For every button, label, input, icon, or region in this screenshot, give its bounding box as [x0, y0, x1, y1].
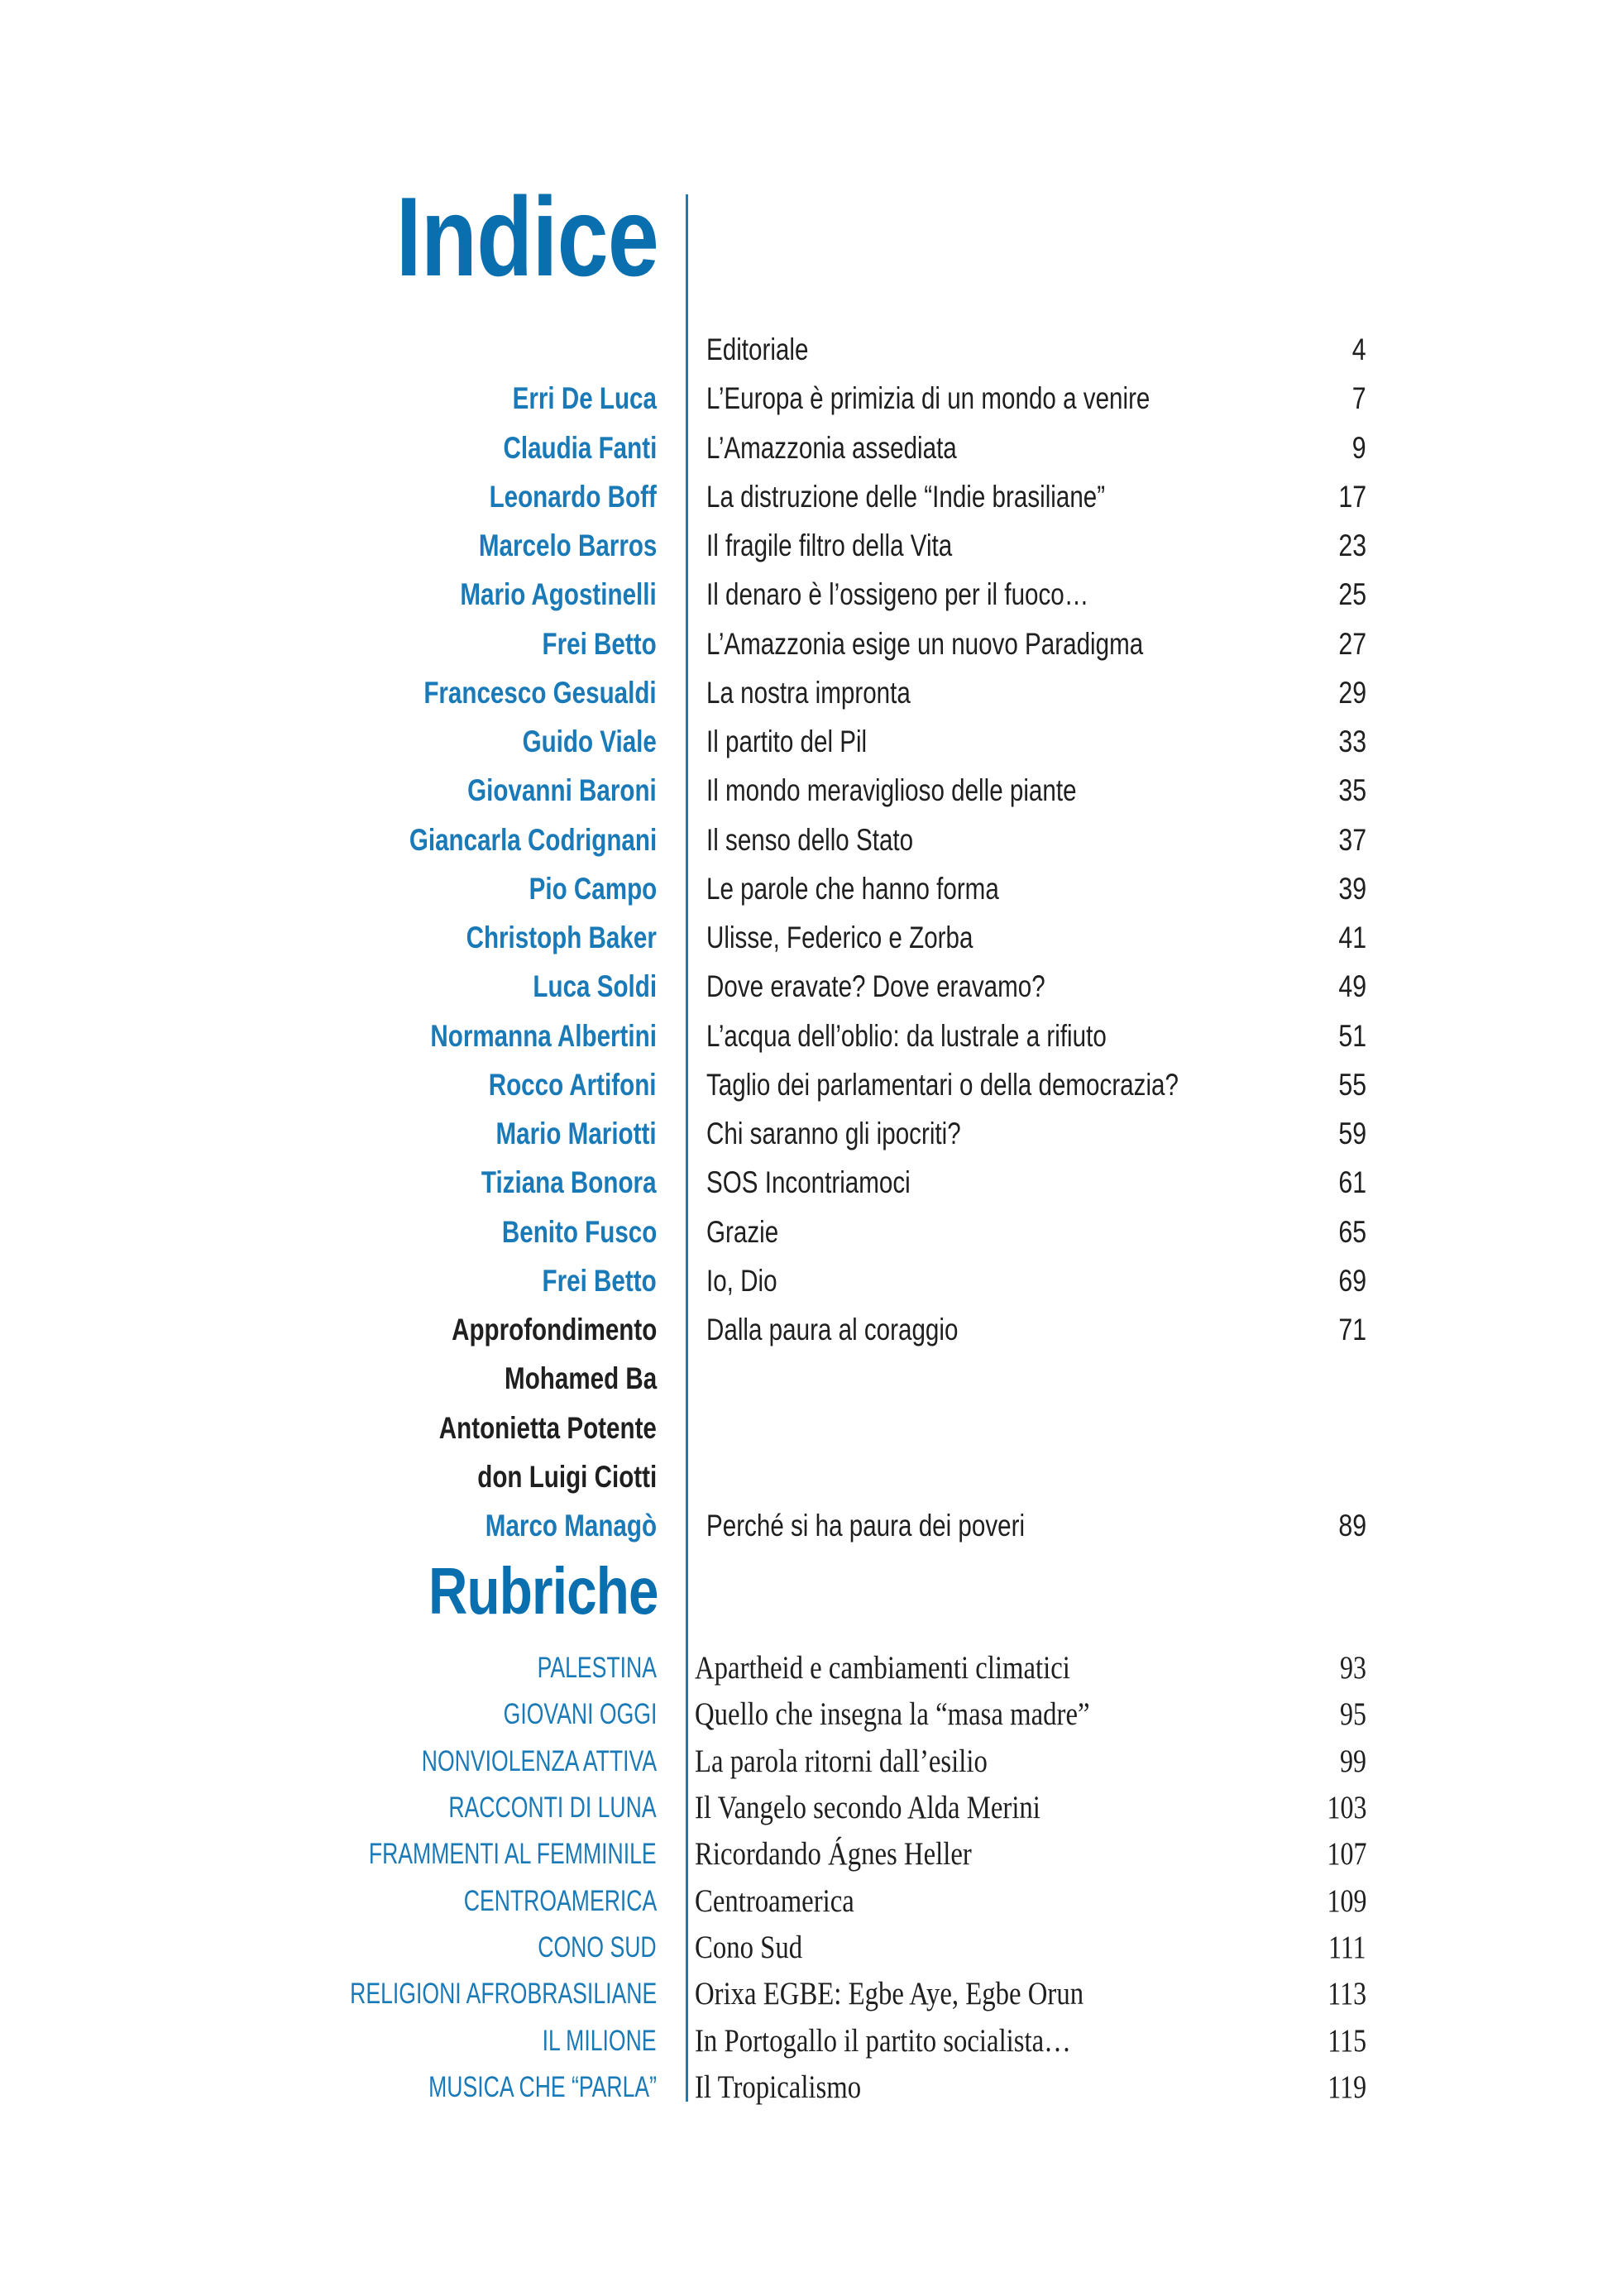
- index-entry[interactable]: [0, 1060, 1612, 1109]
- entry-author: Christoph Baker: [466, 921, 657, 954]
- rubrica-title[interactable]: Quello che insegna la “masa madre”: [695, 1696, 1090, 1733]
- index-entry[interactable]: [0, 816, 1612, 864]
- entry-author: Giovanni Baroni: [467, 773, 657, 808]
- rubrica-section: RELIGIONI AFROBRASILIANE: [349, 1978, 657, 2011]
- entry-author: Erri De Luca: [512, 381, 657, 416]
- index-entry[interactable]: [0, 325, 1612, 374]
- entry-title[interactable]: L’Europa è primizia di un mondo a venire: [706, 381, 1150, 416]
- entry-author: Pio Campo: [529, 871, 657, 906]
- entry-title[interactable]: Dalla paura al coraggio: [706, 1313, 959, 1347]
- index-entry[interactable]: [0, 1109, 1612, 1158]
- rubrica-entry[interactable]: [0, 2064, 1612, 2111]
- index-entry[interactable]: [0, 1158, 1612, 1207]
- entry-author: don Luigi Ciotti: [477, 1459, 657, 1494]
- entry-title[interactable]: Perché si ha paura dei poveri: [706, 1509, 1026, 1543]
- entry-author: Normanna Albertini: [430, 1018, 657, 1053]
- entry-page-number: 33: [1338, 725, 1366, 758]
- rubrica-entry[interactable]: [0, 1785, 1612, 1831]
- rubrica-page-number: 113: [1327, 1976, 1366, 2012]
- entry-page-number: 89: [1338, 1509, 1366, 1543]
- index-entry[interactable]: [0, 521, 1612, 570]
- entry-page-number: 7: [1352, 381, 1366, 416]
- entry-author: Marco Managò: [485, 1509, 657, 1543]
- index-entry[interactable]: [0, 1256, 1612, 1305]
- entry-title[interactable]: Grazie: [706, 1214, 779, 1249]
- rubrica-title[interactable]: In Portogallo il partito socialista…: [695, 2022, 1071, 2059]
- rubrica-page-number: 107: [1327, 1836, 1366, 1873]
- entry-author: Marcelo Barros: [478, 529, 657, 562]
- entry-page-number: 65: [1338, 1214, 1366, 1249]
- rubrica-page-number: 95: [1340, 1696, 1366, 1733]
- rubriche-list: [0, 1645, 1612, 2111]
- rubrica-section: CONO SUD: [538, 1930, 657, 1964]
- rubrica-page-number: 109: [1327, 1882, 1366, 1919]
- entry-title[interactable]: Il senso dello Stato: [706, 822, 914, 857]
- index-entry[interactable]: [0, 619, 1612, 668]
- entry-author: Claudia Fanti: [503, 430, 657, 465]
- entry-page-number: 35: [1338, 773, 1366, 808]
- entry-page-number: 9: [1352, 430, 1366, 465]
- rubrica-entry[interactable]: [0, 1971, 1612, 2017]
- entry-page-number: 41: [1338, 921, 1366, 954]
- rubrica-title[interactable]: La parola ritorni dall’esilio: [695, 1743, 988, 1779]
- index-heading: Indice: [395, 174, 658, 299]
- rubrica-title[interactable]: Centroamerica: [695, 1882, 854, 1919]
- entry-title[interactable]: L’Amazzonia esige un nuovo Paradigma: [706, 626, 1144, 661]
- entry-page-number: 17: [1338, 479, 1366, 514]
- entry-title[interactable]: Io, Dio: [706, 1263, 777, 1298]
- rubrica-title[interactable]: Apartheid e cambiamenti climatici: [695, 1650, 1070, 1686]
- index-entry[interactable]: [0, 1012, 1612, 1060]
- index-entry[interactable]: [0, 1452, 1612, 1501]
- index-entry[interactable]: [0, 717, 1612, 766]
- rubrica-section: CENTROAMERICA: [463, 1884, 657, 1917]
- entry-author: Approfondimento: [451, 1313, 657, 1347]
- rubrica-page-number: 103: [1327, 1789, 1366, 1825]
- entry-page-number: 69: [1338, 1263, 1366, 1298]
- entry-page-number: 49: [1338, 969, 1366, 1004]
- entry-title[interactable]: Dove eravate? Dove eravamo?: [706, 969, 1045, 1004]
- index-entry[interactable]: [0, 962, 1612, 1011]
- rubrica-title[interactable]: Il Vangelo secondo Alda Merini: [695, 1789, 1040, 1825]
- entry-title[interactable]: Chi saranno gli ipocriti?: [706, 1117, 961, 1150]
- rubrica-title[interactable]: Cono Sud: [695, 1929, 803, 1965]
- entry-title[interactable]: Il fragile filtro della Vita: [706, 529, 953, 562]
- index-entry[interactable]: [0, 1404, 1612, 1452]
- entry-author: Mohamed Ba: [504, 1361, 657, 1396]
- entry-title[interactable]: La distruzione delle “Indie brasiliane”: [706, 479, 1106, 514]
- rubrica-entry[interactable]: [0, 1831, 1612, 1877]
- index-entry[interactable]: [0, 913, 1612, 962]
- rubrica-page-number: 115: [1327, 2022, 1366, 2059]
- rubrica-entry[interactable]: [0, 1878, 1612, 1925]
- rubrica-page-number: 119: [1327, 2069, 1366, 2105]
- index-entry[interactable]: [0, 374, 1612, 423]
- entry-author: Antonietta Potente: [438, 1410, 657, 1445]
- entry-title[interactable]: Editoriale: [706, 332, 809, 366]
- entry-page-number: 29: [1338, 675, 1366, 710]
- rubrica-page-number: 99: [1340, 1743, 1366, 1779]
- entry-author: Leonardo Boff: [489, 479, 657, 514]
- entry-title[interactable]: L’Amazzonia assediata: [706, 430, 957, 465]
- entry-title[interactable]: La nostra impronta: [706, 675, 911, 710]
- entry-page-number: 4: [1352, 332, 1366, 366]
- index-entry[interactable]: [0, 668, 1612, 717]
- entry-title[interactable]: SOS Incontriamoci: [706, 1165, 911, 1200]
- rubrica-page-number: 93: [1340, 1650, 1366, 1686]
- index-entry[interactable]: [0, 423, 1612, 472]
- entry-author: Frei Betto: [542, 626, 657, 661]
- entry-author: Benito Fusco: [501, 1214, 657, 1249]
- entry-author: Guido Viale: [522, 725, 657, 758]
- entry-author: Frei Betto: [542, 1263, 657, 1298]
- rubrica-title[interactable]: Il Tropicalismo: [695, 2069, 862, 2105]
- entry-author: Giancarla Codrignani: [409, 822, 657, 857]
- rubrica-section: RACCONTI DI LUNA: [448, 1791, 657, 1824]
- rubriche-heading: Rubriche: [428, 1554, 658, 1628]
- entry-title[interactable]: Le parole che hanno forma: [706, 871, 999, 906]
- rubrica-entry[interactable]: [0, 1739, 1612, 1785]
- rubrica-section: NONVIOLENZA ATTIVA: [421, 1744, 657, 1777]
- entry-page-number: 25: [1338, 577, 1366, 612]
- rubrica-section: GIOVANI OGGI: [503, 1698, 657, 1731]
- entry-title[interactable]: Ulisse, Federico e Zorba: [706, 921, 973, 954]
- rubrica-entry[interactable]: [0, 1645, 1612, 1691]
- entry-page-number: 37: [1338, 822, 1366, 857]
- index-entry[interactable]: [0, 1501, 1612, 1550]
- entry-title[interactable]: Il denaro è l’ossigeno per il fuoco…: [706, 577, 1089, 612]
- rubrica-page-number: 111: [1328, 1929, 1366, 1965]
- index-entry[interactable]: [0, 472, 1612, 521]
- entry-author: Mario Agostinelli: [460, 577, 657, 612]
- entry-title[interactable]: Il partito del Pil: [706, 725, 868, 758]
- index-entry[interactable]: [0, 766, 1612, 815]
- entry-title[interactable]: Taglio dei parlamentari o della democrazia?: [706, 1067, 1179, 1102]
- entry-author: Tiziana Bonora: [481, 1165, 657, 1200]
- index-list: [0, 325, 1612, 1550]
- rubrica-section: PALESTINA: [537, 1652, 657, 1684]
- index-entry[interactable]: [0, 570, 1612, 619]
- index-entry[interactable]: [0, 1305, 1612, 1354]
- entry-page-number: 27: [1338, 626, 1366, 661]
- entry-page-number: 55: [1338, 1067, 1366, 1102]
- rubrica-entry[interactable]: [0, 2018, 1612, 2064]
- entry-author: Rocco Artifoni: [489, 1067, 657, 1102]
- rubrica-title[interactable]: Ricordando Ágnes Heller: [695, 1836, 972, 1873]
- entry-title[interactable]: L’acqua dell’oblio: da lustrale a rifiuto: [706, 1018, 1107, 1053]
- entry-page-number: 71: [1338, 1313, 1366, 1347]
- entry-page-number: 23: [1338, 529, 1366, 562]
- entry-page-number: 51: [1338, 1018, 1366, 1053]
- rubrica-section: FRAMMENTI AL FEMMINILE: [369, 1838, 657, 1871]
- rubrica-section: MUSICA CHE “PARLA”: [428, 2070, 657, 2103]
- rubrica-entry[interactable]: [0, 1925, 1612, 1971]
- rubrica-entry[interactable]: [0, 1691, 1612, 1738]
- rubrica-section: IL MILIONE: [543, 2024, 657, 2057]
- entry-author: Francesco Gesualdi: [423, 675, 657, 710]
- entry-author: Mario Mariotti: [495, 1117, 657, 1150]
- entry-page-number: 39: [1338, 871, 1366, 906]
- index-entry[interactable]: [0, 1208, 1612, 1256]
- entry-page-number: 59: [1338, 1117, 1366, 1150]
- entry-title[interactable]: Il mondo meraviglioso delle piante: [706, 773, 1077, 808]
- entry-page-number: 61: [1338, 1165, 1366, 1200]
- rubrica-title[interactable]: Orixa EGBE: Egbe Aye, Egbe Orun: [695, 1976, 1084, 2012]
- entry-author: Luca Soldi: [533, 969, 657, 1004]
- index-entry[interactable]: [0, 864, 1612, 913]
- index-entry[interactable]: [0, 1354, 1612, 1403]
